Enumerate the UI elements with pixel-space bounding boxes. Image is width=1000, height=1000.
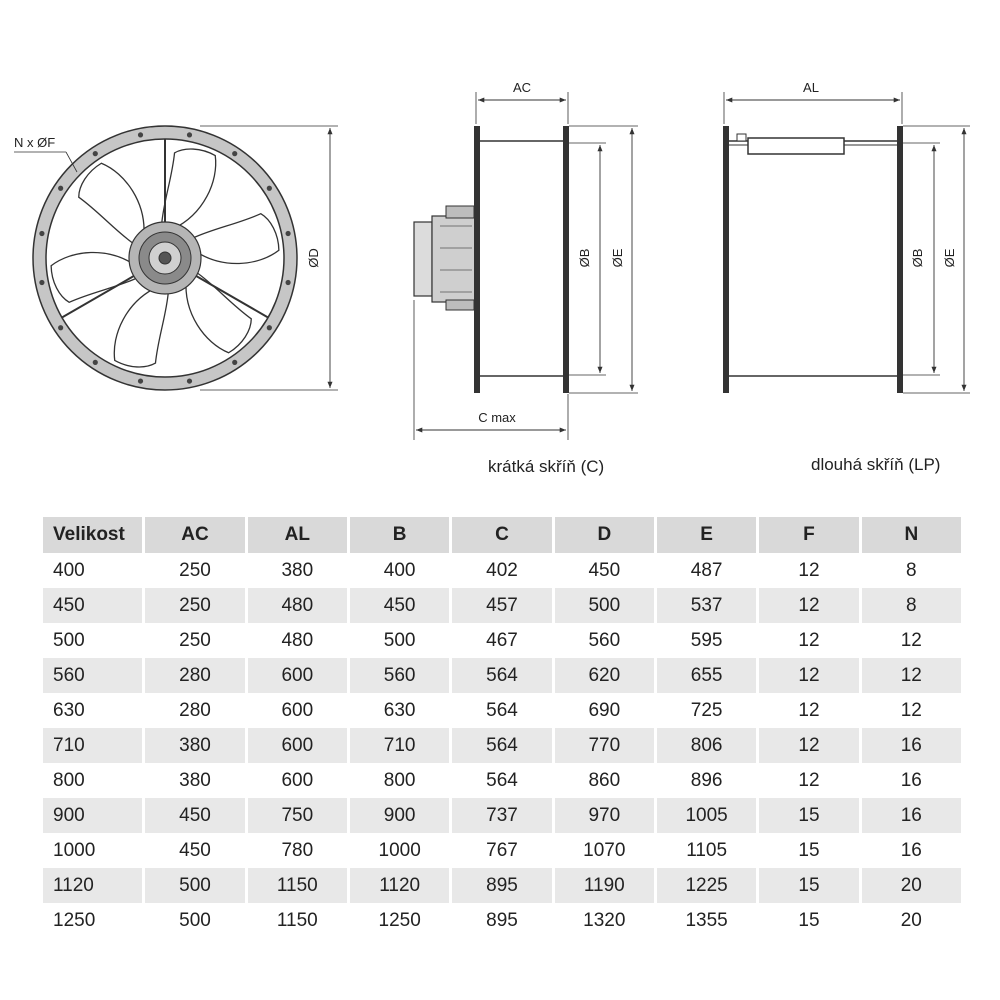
table-cell: 480 [281,629,314,651]
table-cell: 780 [281,839,314,861]
table-cell: 250 [179,629,211,651]
table-cell: 564 [486,769,518,791]
table-cell: 537 [657,588,756,623]
table-cell: 450 [145,798,244,833]
short-case-caption: krátká skříň (C) [488,457,605,476]
short-case-body [476,141,566,376]
table-cell: 655 [657,658,756,693]
holes-label: N x ØF [14,135,56,150]
table-cell: 1000 [378,839,421,861]
table-cell: 970 [555,798,654,833]
table-cell: 564 [486,699,518,721]
bolt-hole [39,231,44,236]
table-cell: 770 [555,728,654,763]
table-cell: 16 [862,798,961,833]
table-cell: 467 [486,629,518,651]
table-cell: 12 [759,588,858,623]
column-header-velikost: Velikost [43,517,142,553]
table-cell: 500 [179,909,211,931]
table-row [43,763,961,798]
table-row [43,903,961,938]
table-cell: 15 [759,868,858,903]
table-row [43,658,961,693]
table-cell: 560 [588,629,621,651]
table-cell: 710 [43,728,142,763]
column-header-f: F [759,517,858,553]
cmax-label: C max [478,410,516,425]
fan-front-view [14,126,338,390]
table-cell: 900 [43,798,142,833]
bolt-hole [138,132,143,137]
table-cell: 1150 [276,909,318,931]
bolt-hole [58,186,63,191]
bolt-hole [187,378,192,383]
table-cell: 1225 [657,868,756,903]
flange-left [474,126,480,393]
table-row [43,553,961,588]
table-cell: 860 [588,769,621,791]
table-cell: 600 [248,658,347,693]
table-cell: 500 [555,588,654,623]
table-cell: 710 [350,728,449,763]
long-case-body [727,141,899,376]
diameter-e-label: ØE [610,248,625,268]
table-cell: 1320 [583,909,626,931]
bolt-hole [187,132,192,137]
table-cell: 1150 [248,868,347,903]
column-header-n: N [862,517,961,553]
table-cell: 380 [179,769,211,791]
bolt-hole [267,186,272,191]
table-cell: 1005 [657,798,756,833]
table-cell: 12 [798,629,820,651]
table-cell: 690 [588,699,621,721]
table-cell: 630 [383,699,416,721]
motor [432,216,476,302]
table-cell: 600 [281,769,314,791]
flange-right [897,126,903,393]
table-cell: 16 [900,839,922,861]
table-cell: 1000 [53,839,96,861]
table-cell: 1120 [350,868,449,903]
bolt-hole [285,231,290,236]
table-cell: 564 [452,658,551,693]
table-cell: 487 [690,559,723,581]
table-cell: 12 [798,559,820,581]
table-cell: 737 [452,798,551,833]
short-case-side-view [414,80,638,440]
table-row [43,868,961,903]
table-cell: 380 [281,559,314,581]
table-cell: 750 [248,798,347,833]
table-cell: 250 [179,559,211,581]
table-cell: 895 [452,868,551,903]
table-cell: 20 [900,909,922,931]
table-cell: 595 [690,629,723,651]
flange-left [723,126,729,393]
table-cell: 1355 [685,909,728,931]
table-cell: 560 [43,658,142,693]
column-header-ac: AC [145,517,244,553]
table-cell: 1105 [686,839,728,861]
terminal-box [748,138,844,154]
bolt-hole [39,280,44,285]
table-cell: 600 [248,728,347,763]
table-cell: 480 [248,588,347,623]
table-cell: 16 [900,769,922,791]
table-body [43,553,961,938]
table-cell: 380 [145,728,244,763]
bolt-hole [138,378,143,383]
table-cell: 450 [350,588,449,623]
diameter-b-label: ØB [577,248,592,268]
table-cell: 450 [588,559,621,581]
table-cell: 12 [900,629,922,651]
bolt-hole [58,325,63,330]
table-cell: 1120 [43,868,142,903]
table-cell: 806 [657,728,756,763]
table-cell: 8 [862,588,961,623]
diameter-e-label: ØE [942,248,957,268]
bolt-hole [285,280,290,285]
table-cell: 12 [900,699,922,721]
table-cell: 280 [179,699,211,721]
table-row [43,728,961,763]
table-row [43,693,961,728]
table-cell: 250 [145,588,244,623]
table-cell: 12 [862,658,961,693]
table-cell: 400 [383,559,416,581]
dimensions-table [40,517,964,938]
al-label: AL [803,80,819,95]
table-row [43,623,961,658]
diameter-b-label: ØB [910,248,925,268]
table-cell: 500 [145,868,244,903]
table-cell: 1190 [555,868,654,903]
table-cell: 560 [350,658,449,693]
table-cell: 600 [281,699,314,721]
table-cell: 15 [798,909,820,931]
table-cell: 450 [43,588,142,623]
column-header-b: B [350,517,449,553]
table-cell: 12 [798,699,820,721]
table-cell: 1070 [583,839,626,861]
table-cell: 500 [383,629,416,651]
ac-label: AC [512,80,532,95]
table-cell: 15 [759,798,858,833]
table-cell: 620 [555,658,654,693]
table-cell: 800 [53,769,85,791]
table-header-row [43,517,961,553]
table-cell: 280 [145,658,244,693]
table-cell: 800 [383,769,416,791]
bolt-hole [232,151,237,156]
table-cell: 12 [798,769,820,791]
table-row [43,798,961,833]
table-cell: 896 [690,769,723,791]
table-cell: 725 [690,699,723,721]
diameter-d-label: ØD [306,248,321,268]
table-cell: 402 [486,559,518,581]
long-case-caption: dlouhá skříň (LP) [811,455,941,474]
bolt-hole [232,360,237,365]
bolt-hole [93,360,98,365]
table-cell: 12 [759,658,858,693]
bolt-hole [267,325,272,330]
table-cell: 8 [906,559,917,581]
table-cell: 1250 [378,909,421,931]
table-cell: 12 [759,728,858,763]
table-cell: 895 [486,909,518,931]
bolt-hole [93,151,98,156]
table-cell: 20 [862,868,961,903]
table-cell: 1250 [53,909,96,931]
column-header-e: E [657,517,756,553]
column-header-al: AL [248,517,347,553]
table-cell: 450 [179,839,211,861]
flange-right [563,126,569,393]
table-cell: 900 [350,798,449,833]
table-cell: 767 [486,839,518,861]
table-row [43,588,961,623]
table-cell: 500 [53,629,85,651]
table-cell: 15 [798,839,820,861]
table-row [43,833,961,868]
column-header-c: C [452,517,551,553]
table-cell: 564 [452,728,551,763]
table-cell: 400 [53,559,85,581]
table-cell: 16 [862,728,961,763]
column-header-d: D [555,517,654,553]
table-cell: 457 [452,588,551,623]
table-cell: 630 [53,699,85,721]
long-case-side-view [723,80,970,393]
